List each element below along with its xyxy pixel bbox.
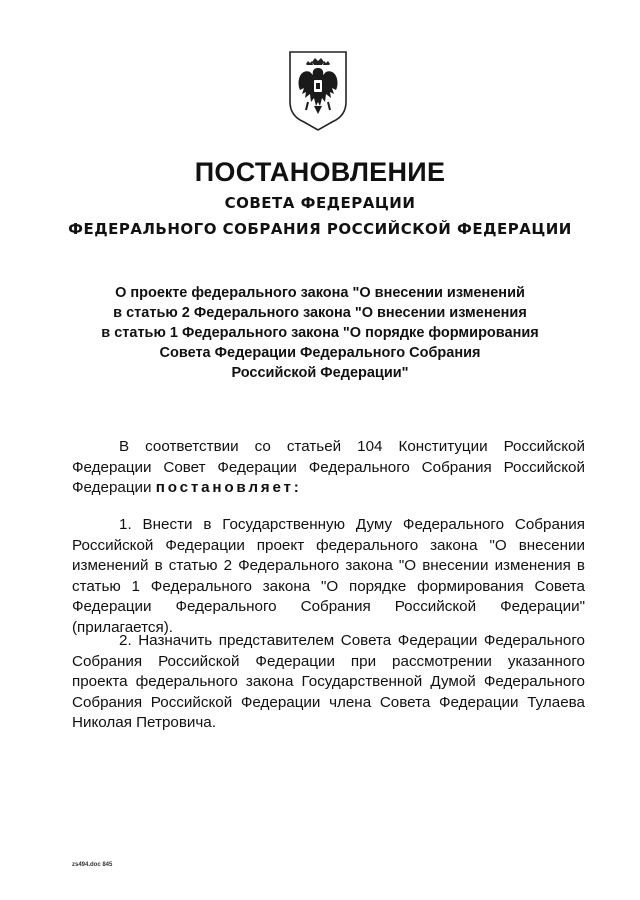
resolves-word: постановляет:	[155, 479, 302, 497]
subject-heading	[0, 283, 640, 383]
document-title: ПОСТАНОВЛЕНИЕ	[194, 157, 446, 187]
item-2-paragraph: 2. Назначить представителем Совета Федерации Федерального Собрания Российской Федерации при рассмотрении указанного проекта федерального закона Государственной Думой Федерального Собрания Российской Федерации члена Совета Федерации Тулаева Николая Петровича.	[72, 632, 585, 732]
preamble-text: В соответствии со статьей 104 Конституции Российской Федерации Совет Федерации Федерального Собрания Российской Федерации	[72, 438, 585, 497]
subject-line: в статью 1 Федерального закона "О порядке формирования	[101, 325, 539, 341]
file-reference-footer: zs494.doc 845	[72, 862, 113, 868]
document-subtitle-line2: ФЕДЕРАЛЬНОГО СОБРАНИЯ РОССИЙСКОЙ ФЕДЕРАЦИИ	[68, 220, 572, 238]
subject-line: Российской Федерации"	[231, 365, 409, 381]
preamble-paragraph	[72, 437, 585, 499]
subject-line: О проекте федерального закона "О внесении изменений	[115, 285, 525, 301]
document-subtitle-line1: СОВЕТА ФЕДЕРАЦИИ	[224, 194, 416, 212]
subject-line: в статью 2 Федерального закона "О внесении изменения	[113, 305, 527, 321]
coat-of-arms-emblem	[286, 50, 350, 132]
item-1-paragraph: 1. Внести в Государственную Думу Федерального Собрания Российской Федерации проект федерального закона "О внесении изменений в статью 2 Федерального закона "О внесении изменения в статью 1 Федерального закона "О порядке формирования Совета Федерации Федерального Собрания Российской Федерации" (прилагается).	[72, 516, 585, 636]
subject-line: Совета Федерации Федерального Собрания	[159, 345, 481, 361]
